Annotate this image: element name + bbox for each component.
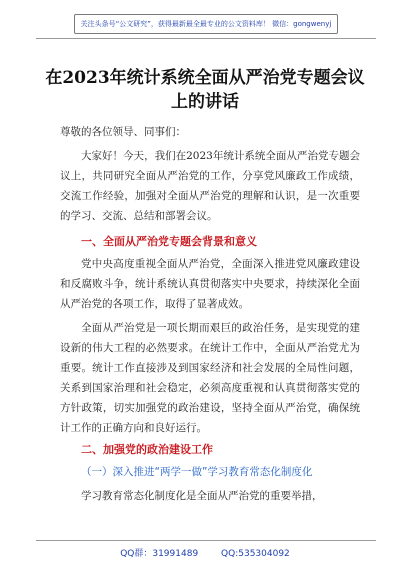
top-banner: 关注头条号“公文研究”，获得最新最全最专业的公文资料库！ 微信：gongwenyj <box>74 14 338 34</box>
footer <box>40 546 370 562</box>
paragraph-3: 全面从严治党是一项长期而艰巨的政治任务，是实现党的建设新的伟大工程的必然要求。在统计工作中，全面从严治党尤为重要。统计工作直接涉及到国家经济和社会发展的全局性问题，关系到国家治理和社会稳定，必须高度重视和认真贯彻落实党的方针政策，切实加强党的政治建设，坚持全面从严治党，确保统计工作的正确方向和良好运行。 <box>60 322 360 434</box>
footer-qq-group: QQ群：31991489 <box>120 549 199 559</box>
salutation: 尊敬的各位领导、同事们： <box>60 126 186 138</box>
paragraph-4: 学习教育常态化制度化是全面从严治党的重要举措， <box>81 490 323 502</box>
footer-qq: QQ:535304092 <box>221 549 290 559</box>
subsection-heading-1: （一）深入推进“两学一做”学习教育常态化制度化 <box>81 466 313 478</box>
paragraph-intro: 大家好！今天，我们在2023年统计系统全面从严治党专题会议上，共同研究全面从严治党的工作，分享党风廉政工作成绩，交流工作经验，加强对全面从严治党的理解和认识，是一次重要的学习、交流、总结和部署会议。 <box>60 150 360 222</box>
document-title: 在2023年统计系统全面从严治党专题会议上的讲话 <box>45 68 365 112</box>
section-heading-1: 一、全面从严治党专题会背景和意义 <box>81 235 257 248</box>
header-divider <box>36 38 376 39</box>
paragraph-2: 党中央高度重视全面从严治党，全面深入推进党风廉政建设和反腐败斗争，统计系统认真贯彻落实中央要求，持续深化全面从严治党的各项工作，取得了显著成效。 <box>60 258 360 310</box>
section-heading-2: 二、加强党的政治建设工作 <box>81 443 213 456</box>
footer-divider <box>36 540 376 541</box>
